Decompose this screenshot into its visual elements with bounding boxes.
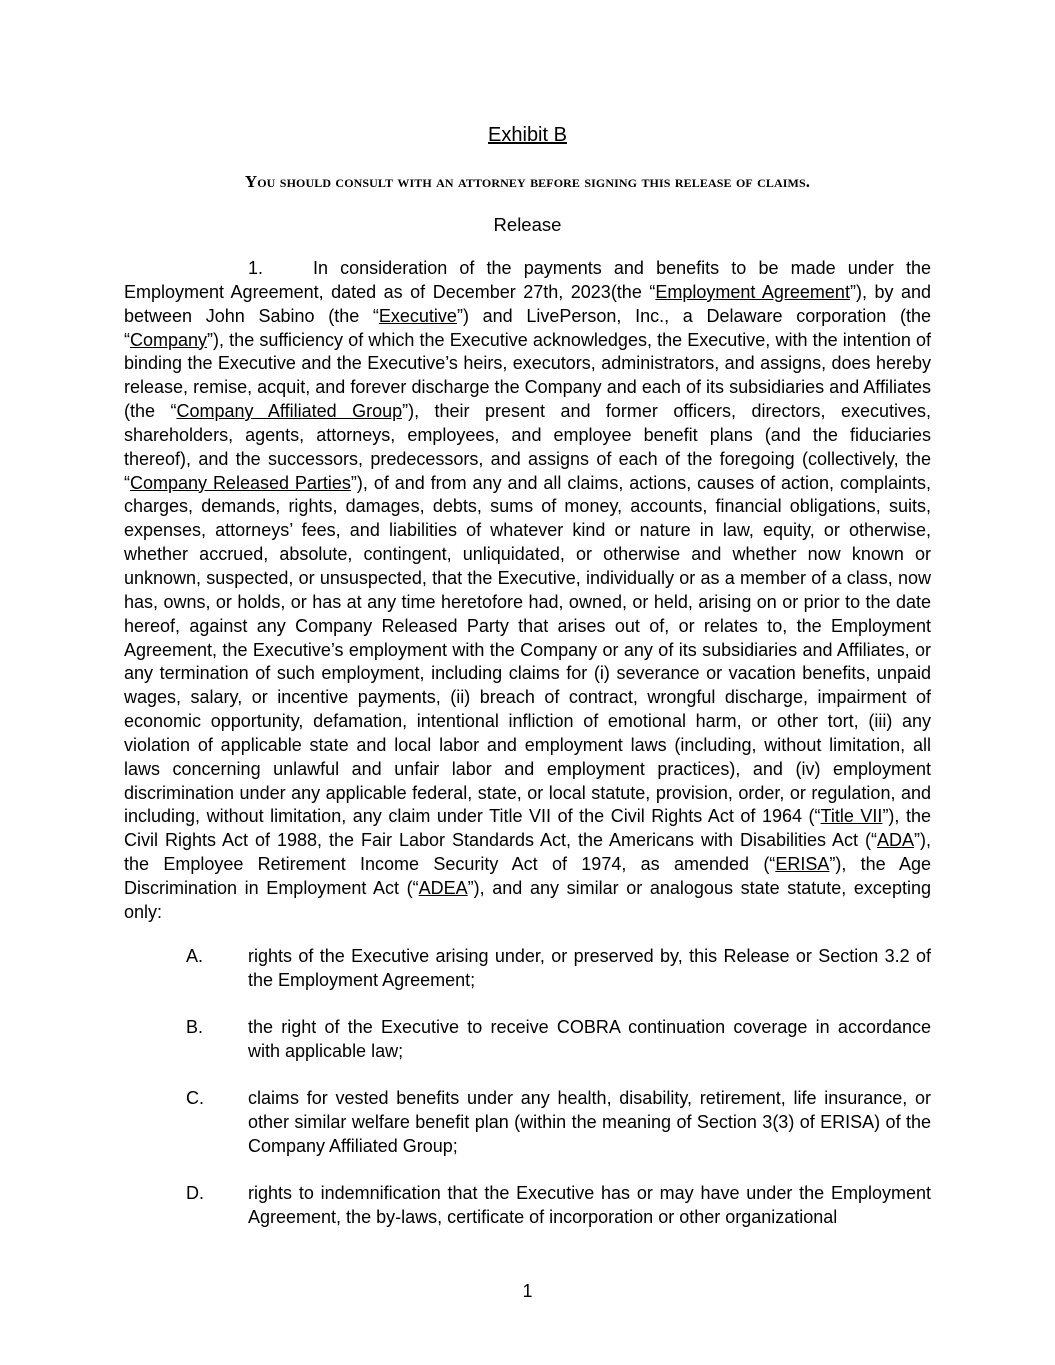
paragraph-text: ”), of and from any and all claims, actions, causes of action, complaints, charges, demands, rights, damages, debts, sums of money, accounts, financial obligations, suits, expenses, attorneys’ fees, and liabilities of whatever kind or nature in law, equity, or otherwise, whether accrued, absolute, contingent, unliquidated, or otherwise and whether now known or unknown, suspected, or unsuspected, that the Executive, individually or as a member of a class, now has, owns, or holds, or has at any time heretofore had, owned, or held, arising on or prior to the date hereof, against any Company Released Party that arises out of, or relates to, the Employment Agreement, the Executive’s employment with the Company or any of its subsidiaries and Affiliates, or any termination of such employment, including claims for (i) severance or vacation benefits, unpaid wages, salary, or incentive payments, (ii) breach of contract, wrongful discharge, impairment of economic opportunity, defamation, intentional infliction of emotional harm, or other tort, (iii) any violation of applicable state and local labor and employment laws (including, without limitation, all laws concerning unlawful and unfair labor and employment practices), and (iv) employment discrimination under any applicable federal, state, or local statute, provision, order, or regulation, and including, without limitation, any claim under Title VII of the Civil Rights Act of 1964 (“ bbox=[124, 472, 931, 827]
defined-term-erisa: ERISA bbox=[775, 854, 830, 875]
defined-term-company-affiliated-group: Company Affiliated Group bbox=[176, 401, 403, 422]
exception-label: C. bbox=[186, 1088, 204, 1108]
defined-term-employment-agreement: Employment Agreement bbox=[655, 281, 850, 302]
defined-term-executive: Executive bbox=[378, 305, 457, 326]
exception-label: B. bbox=[186, 1017, 204, 1037]
defined-term-adea: ADEA bbox=[418, 877, 468, 898]
exhibit-title: Exhibit B bbox=[488, 124, 567, 146]
paragraph-text: ”) and LivePerson, Inc., a Delaware corporation (the “ bbox=[124, 305, 931, 350]
exception-item-c bbox=[124, 1086, 931, 1158]
exception-text: rights of the Executive arising under, or preserved by, this Release or Section 3.2 of the Employment Agreement; bbox=[248, 946, 931, 990]
defined-term-company: Company bbox=[130, 329, 208, 350]
paragraph-text: In consideration of the payments and benefits to be made under the Employment Agreement, dated as of December 27th, 2023(the “ bbox=[124, 258, 931, 302]
page-number: 1 bbox=[522, 1281, 533, 1301]
defined-term-company-released-parties: Company Released Parties bbox=[130, 472, 351, 493]
exception-text: the right of the Executive to receive COBRA continuation coverage in accordance with applicable law; bbox=[248, 1017, 931, 1061]
exception-item-b bbox=[124, 1015, 931, 1063]
exception-text: rights to indemnification that the Executive has or may have under the Employment Agreement, the by-laws, certificate of incorporation or other organizational bbox=[248, 1183, 931, 1227]
exception-label: A. bbox=[186, 946, 204, 966]
exception-text: claims for vested benefits under any health, disability, retirement, life insurance, or other similar welfare benefit plan (within the meaning of Section 3(3) of ERISA) of the Company Affiliated Group; bbox=[248, 1088, 931, 1156]
release-heading: Release bbox=[493, 214, 562, 235]
paragraph-text: ”), the Age Discrimination in Employment Act (“ bbox=[124, 854, 931, 898]
paragraph-1 bbox=[124, 257, 931, 925]
paragraph-text: ”), the sufficiency of which the Executive acknowledges, the Executive, with the intention of binding the Executive and the Executive’s heirs, executors, administrators, and assigns, does hereby release, remise, acquit, and forever discharge the Company and each of its subsidiaries and Affiliates (the “ bbox=[124, 329, 931, 422]
exception-item-d bbox=[124, 1181, 931, 1229]
paragraph-text: ”), and any similar or analogous state statute, excepting only: bbox=[124, 877, 931, 922]
exception-list bbox=[124, 944, 931, 1252]
attorney-warning: You should consult with an attorney before signing this release of claims. bbox=[244, 172, 811, 191]
exception-label: D. bbox=[186, 1183, 204, 1203]
paragraph-text: ”), the Civil Rights Act of 1988, the Fair Labor Standards Act, the Americans with Disabilities Act (“ bbox=[124, 806, 931, 851]
exception-item-a bbox=[124, 944, 931, 992]
defined-term-title-vii: Title VII bbox=[820, 806, 883, 827]
paragraph-text: ”), their present and former officers, directors, executives, shareholders, agents, attorneys, employees, and employee benefit plans (and the fiduciaries thereof), and the successors, predecessors, and assigns of each of the foregoing (collectively, the “ bbox=[124, 401, 931, 493]
paragraph-text: ”), the Employee Retirement Income Security Act of 1974, as amended (“ bbox=[124, 830, 931, 875]
paragraph-text: ”), by and between John Sabino (the “ bbox=[124, 281, 931, 326]
defined-term-ada: ADA bbox=[876, 830, 914, 851]
paragraph-number: 1. bbox=[248, 258, 264, 278]
